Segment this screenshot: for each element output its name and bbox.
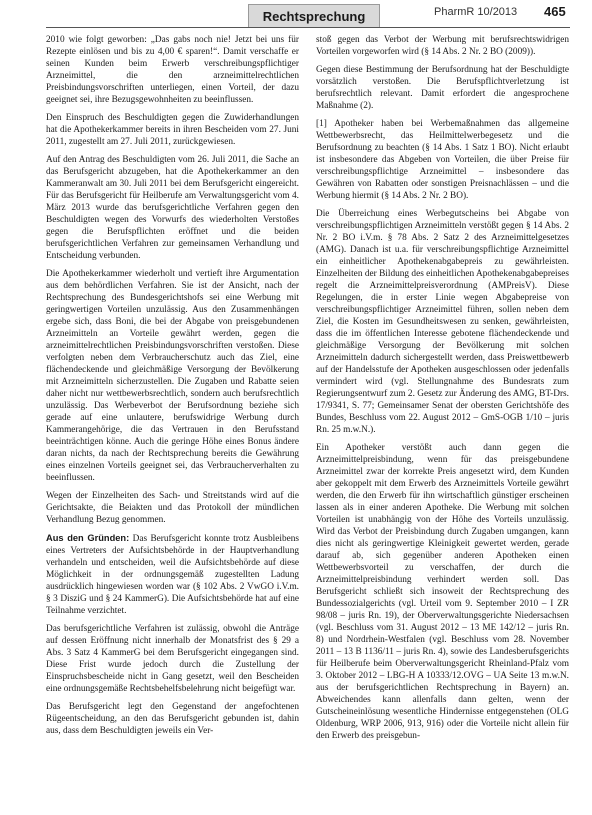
page-header <box>0 0 592 30</box>
header-rule <box>46 27 570 28</box>
reasons-heading: Aus den Gründen: <box>46 533 130 543</box>
paragraph-text: Das Berufsgericht konnte trotz Ausbleibens eines Vertreters der Aufsichtsbehörde in der Hauptverhandlung verhandeln und entscheiden, weil die Aufsichtsbehörde auf diese Möglichkeit in der ordnungsgemäß zugestellten Ladung ausdrücklich hingewiesen worden war (§ 102 Abs. 2 VwGO i.V.m. § 3 DisziG und § 24 KammerG). Die Aufsichtsbehörde hat auf eine Teilnahme verzichtet. <box>46 534 299 616</box>
paragraph: Das Berufsgericht legt den Gegenstand der angefochtenen Rügeentscheidung, an den das Berufsgericht gebunden ist, dahin aus, dass dem Beschuldigten jeweils ein Ver- <box>46 702 299 736</box>
paragraph-reasons <box>46 532 299 617</box>
right-column <box>316 34 569 748</box>
paragraph: Wegen der Einzelheiten des Sach- und Streitstands wird auf die Gerichtsakte, die Beiakten und das Protokoll der mündlichen Verhandlung Bezug genommen. <box>46 491 299 525</box>
paragraph: Gegen diese Bestimmung der Berufsordnung hat der Beschuldigte vorsätzlich verstoßen. Die Berufspflichtverletzung ist berufsrechtlich relevant. Damit erfordert die angesprochene Maßnahme (2). <box>316 65 569 111</box>
paragraph: Ein Apotheker verstößt auch dann gegen die Arzneimittelpreisbindung, wenn für das preisgebundene Arzneimittel zwar der korrekte Preis angesetzt wird, dem Kunden aber gekoppelt mit dem Erwerb des Arzneimittels Vorteile gewährt werden, die den Erwerb für ihn wirtschaftlich günstiger erscheinen lassen als in einer anderen Apotheke. Die Werbung mit solchen Vorteilen ist unabhängig von der Höhe des Vorteils unzulässig. Wird das Verbot der Preisbindung durch Zugaben umgangen, kann dies nicht als geringwertige Kleinigkeit gewertet werden, gerade darauf ab, sich gegenüber anderen Apotheken einen Wettbewerbsvorteil zu verschaffen, der durch die Arzneimittelpreisbindung verhindert werden soll. Das Berufsgericht schließt sich insoweit der Rechtsprechung des Bundessozialgerichts (vgl. Urteil vom 9. September 2010 – I ZR 98/08 – juris Rn. 19), der Oberverwaltungsgerichte Niedersachsen (vgl. Beschluss vom 31. August 2012 – 13 ME 142/12 – juris Rn. 8) und Nordrhein-Westfalen (vgl. Beschluss vom 28. November 2011 – 13 B 1136/11 – juris Rn. 4), sowie des Landesberufsgerichts für Heilberufe beim Oberverwaltungsgericht Rheinland-Pfalz vom 3. Oktober 2012 – LBG-H A 10333/12.OVG – UA Seite 13 m.w.N. aus der berufsgerichtlichen Rechtsprechung in Bayern) an. Abweichendes kann allenfalls dann gelten, wenn der Gutscheineinlösung wesentliche Hindernisse entgegenstehen (OLG Oldenburg, WRP 2006, 913, 916) oder die Vorteile nicht allein für den Erwerb des preisgebun- <box>316 443 569 741</box>
left-column <box>46 34 299 743</box>
paragraph: stoß gegen das Verbot der Werbung mit berufsrechtswidrigen Vorteilen vorgeworfen wird (§ 14 Abs. 2 Nr. 2 BO (2009)). <box>316 35 569 57</box>
page-number: 465 <box>544 4 566 19</box>
paragraph: Das berufsgerichtliche Verfahren ist zulässig, obwohl die Anträge auf dessen Eröffnung nicht innerhalb der Monatsfrist des § 29 a Abs. 3 Satz 4 KammerG bei dem Berufsgericht eingegangen sind. Diese Frist wurde jedoch durch die Zustellung der Einspruchsbescheide nicht in Gang gesetzt, weil den Bescheiden eine ordnungsgemäße Rechtsbehelfsbelehrung nicht beigefügt war. <box>46 624 299 694</box>
paragraph: 2010 wie folgt geworben: „Das gabs noch nie! Jetzt bei uns für Rezepte einlösen und bis zu 4,00 € sparen!“. Damit verschaffe er seinen Kunden beim Erwerb verschreibungspflichtiger Arzneimittel, die den arzneimittelrechtlichen Preisbindungsvorschriften unterliegen, einen Vorteil, der dazu geeignet sei, ihre Bezugsgewohnheiten zu beeinflussen. <box>46 35 299 105</box>
paragraph: [1] Apotheker haben bei Werbemaßnahmen das allgemeine Wettbewerbsrecht, das Heilmittelwerbegesetz und die Berufsordnung zu beachten (§ 14 Abs. 1 Satz 1 BO). Nicht erlaubt ist insbesondere das Abgeben von Vorteilen, die über Preise für verschreibungspflichtige Arzneimittel – insbesondere das Gewähren von Rabatten oder sonstigen Preisnachlässen – und die Werbung hiermit (§ 14 Abs. 2 Nr. 2 BO). <box>316 119 569 201</box>
journal-issue: PharmR 10/2013 <box>434 6 518 18</box>
paragraph: Die Apothekerkammer wiederholt und vertieft ihre Argumentation aus dem behördlichen Verfahren. Sie ist der Ansicht, nach der Rechtsprechung des Bundesgerichtshofs sei eine Werbung mit geringwertigen Vorteilen unzulässig. Aus den Zusammenhängen ergebe sich, dass Boni, die bei der Abgabe von preisgebundenen Arzneimitteln an Vorteile gewährt werden, gegen die arzneimittelrechtlichen Preisbindungsvorschriften verstoßen. Diese verfolgten neben dem Verbraucherschutz auch das Ziel, eine flächendeckende und gleichmäßige Versorgung der Bevölkerung mit Arzneimitteln sicherzustellen. Die Zugaben und Rabatte seien daher nicht nur wettbewerbsrechtlich, sondern auch berufsrechtlich unzulässig. Das Werbeverbot der Berufsordnung beziehe sich gerade auf eine unlautere, berufswidrige Werbung durch Kammerangehörige, die das Vertrauen in den Berufsstand beeinträchtigen könne. Auch die geringe Höhe eines Bonus ändere daran nichts, da nach der Rechtsprechung bereits die Gewährung eines einzelnen Vorteils geeignet sei, das Verbraucherverhalten zu beeinflussen. <box>46 269 299 483</box>
paragraph: Den Einspruch des Beschuldigten gegen die Zuwiderhandlungen hat die Apothekerkammer bereits in ihren Bescheiden vom 27. Juni 2011, zugestellt am 27. Juli 2011, zurückgewiesen. <box>46 113 299 147</box>
paragraph: Auf den Antrag des Beschuldigten vom 26. Juli 2011, die Sache an das Berufsgericht abzugeben, hat die Apothekerkammer an den Kammeranwalt am 30. Juli 2011 bei dem Berufsgericht eingereicht. Für das Berufsgericht für Heilberufe am Verwaltungsgericht vom 4. März 2013 wurde das berufsgerichtliche Verfahren gegen den Beschuldigten wegen des Vorwurfs des wiederholten Verstoßes gegen die Berufspflichten eröffnet und die beiden berufsgerichtlichen Verfahren zur gemeinsamen Verhandlung und Entscheidung verbunden. <box>46 155 299 261</box>
section-title: Rechtsprechung <box>248 4 380 28</box>
paragraph: Die Überreichung eines Werbegutscheins bei Abgabe von verschreibungspflichtigen Arzneimitteln verstößt gegen § 14 Abs. 2 Nr. 2 BO i.V.m. § 78 Abs. 2 Satz 2 des Arzneimittelgesetzes (AMG). Danach ist u.a. für verschreibungspflichtige Arzneimittel ein einheitlicher Apothekenabgabepreis zu gewährleisten. Einzelheiten der Bildung des einheitlichen Apothekenabgabepreises regelt die Arzneimittelpreisverordnung (AMPreisV). Diese Regelungen, die in erster Linie wegen Abgabepreise von verschreibungspflichtiger Arzneimittel führen, sollen neben dem Ziel, die Kosten im Gesundheitswesen zu senken, gewährleisten, dass die im öffentlichen Interesse gebotene flächendeckende und gleichmäßige Versorgung der Bevölkerung mit solchen Arzneimitteln dadurch sichergestellt werden, dass Preiswettbewerb auf der Handelsstufe der Apotheken ausgeschlossen oder jedenfalls vermindert wird (vgl. Stellungnahme des Bundesrats zum Regierungsentwurf zum 2. Gesetz zur Änderung des AMG, BT-Drs. 17/9341, S. 77; Gemeinsamer Senat der obersten Gerichtshöfe des Bundes, Beschluss vom 22. August 2012 – GmS-OGB 1/10 – juris Rn. 25 m.w.N.). <box>316 209 569 435</box>
